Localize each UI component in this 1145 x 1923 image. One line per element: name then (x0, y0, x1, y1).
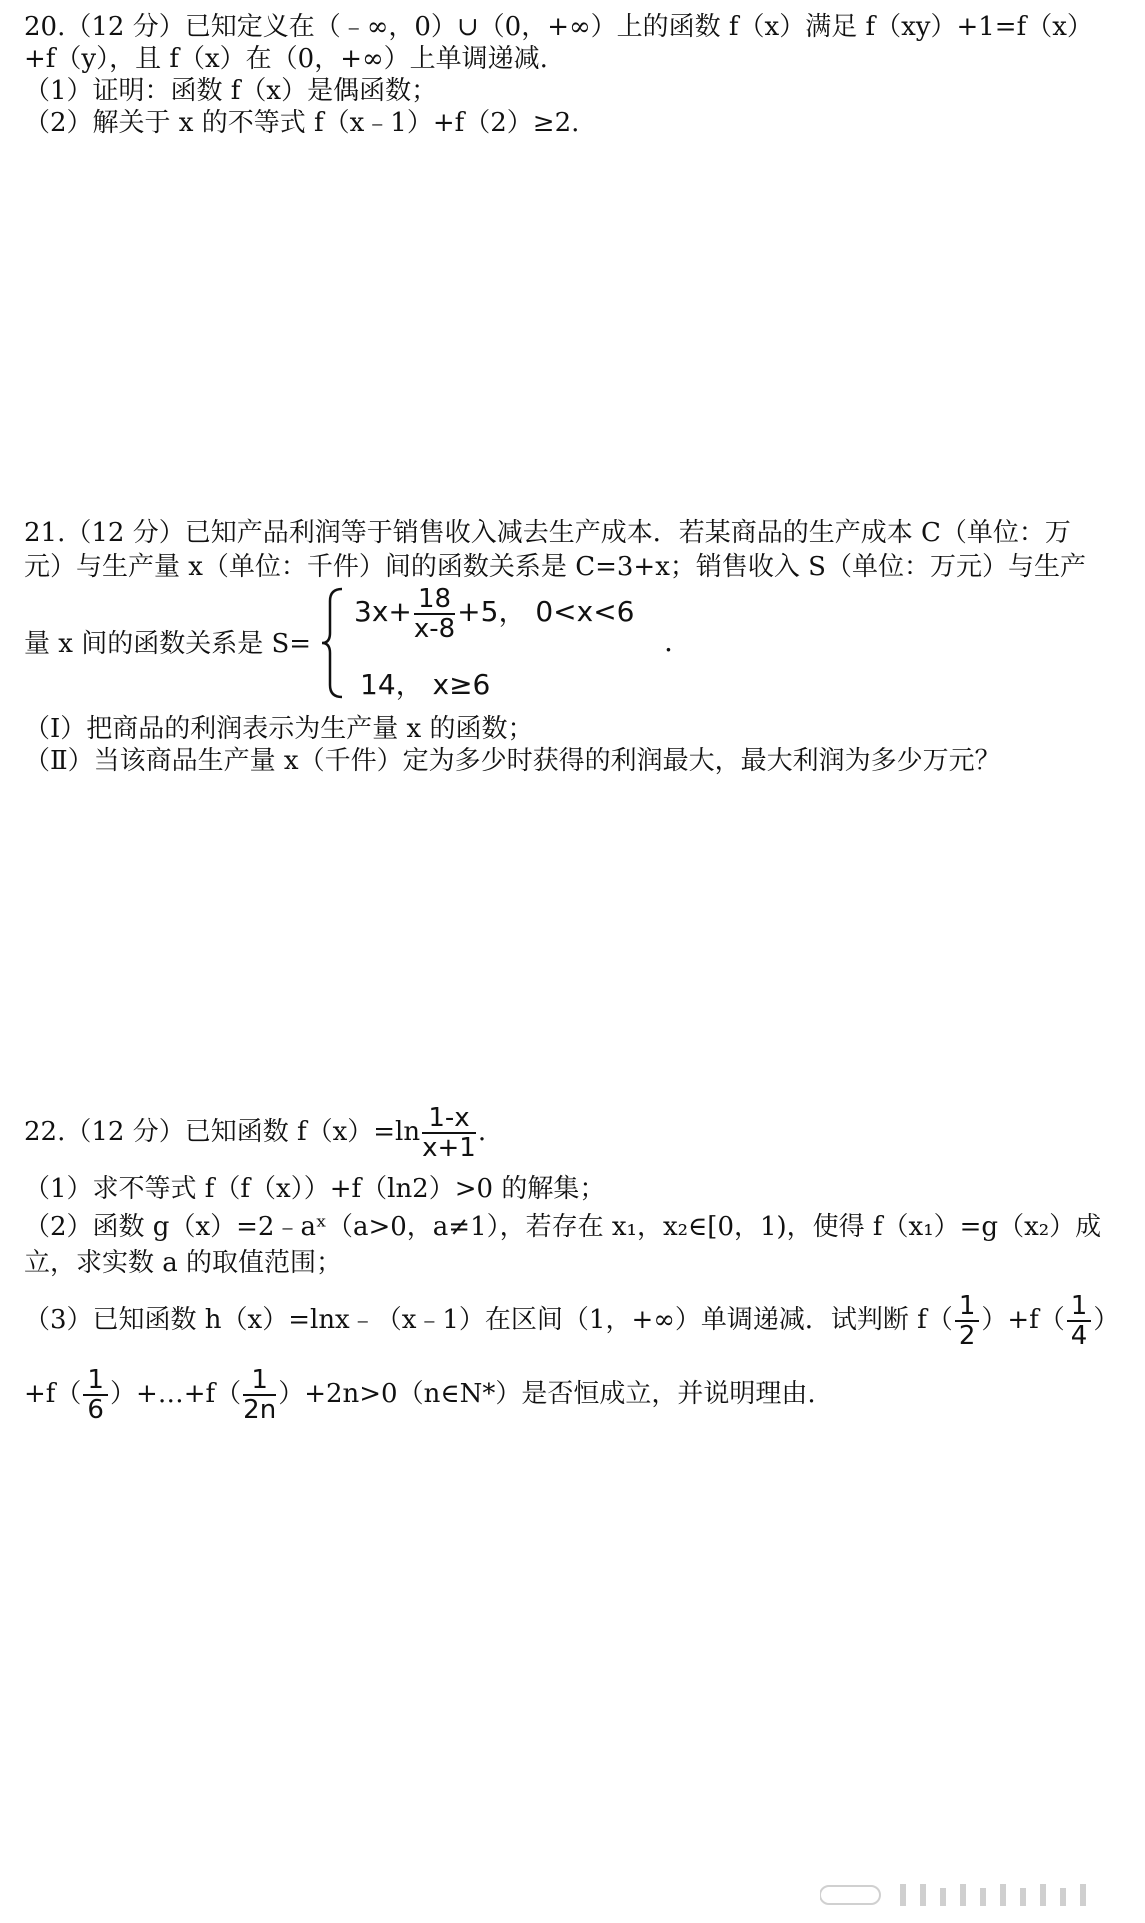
fraction-1-6-num: 1 (83, 1366, 108, 1396)
q21-case2: 14， x≥6 (360, 668, 491, 701)
fraction-1-2n-den: 2n (243, 1395, 277, 1425)
q21-line1: 21.（12 分）已知产品利润等于销售收入减去生产成本．若某商品的生产成本 C（单位：万 (24, 518, 1071, 548)
fraction-1-4-num: 1 (1067, 1292, 1092, 1322)
q22-ln-fraction (422, 1104, 476, 1162)
ln-numerator: 1-x (422, 1104, 476, 1134)
case1-denominator: x-8 (413, 614, 456, 644)
q21-part1: （Ⅰ）把商品的利润表示为生产量 x 的函数； (24, 714, 534, 744)
fraction-1-2-den: 2 (958, 1321, 976, 1351)
q20-line1: 20.（12 分）已知定义在（﹣∞，0）∪（0，+∞）上的函数 f（x）满足 f（xy）+1=f（x） (24, 12, 1093, 42)
p3-line2-a: +f（ (24, 1379, 82, 1409)
q22-part2-line2: 立，求实数 a 的取值范围； (24, 1248, 343, 1278)
case1-fraction (414, 585, 455, 643)
q22-part3-line1 (24, 1288, 1119, 1352)
p3-line2-b: ）+…+f（ (109, 1379, 242, 1409)
p3-line1-b: ）+f（ (981, 1305, 1065, 1335)
fraction-1-2n-num: 1 (243, 1366, 276, 1396)
q21-line2: 元）与生产量 x（单位：千件）间的函数关系是 C=3+x；销售收入 S（单位：万元）与生产 (24, 552, 1086, 582)
left-brace-icon (320, 587, 346, 699)
q22-line1-suffix: . (477, 1117, 487, 1147)
case1-numerator: 18 (414, 585, 455, 615)
q21-piecewise-function (24, 585, 724, 705)
q21-line3-suffix: . (664, 625, 673, 658)
fraction-1-6-den: 6 (87, 1395, 104, 1425)
q22-part2-line1: （2）函数 g（x）=2﹣aˣ（a>0，a≠1），若存在 x₁，x₂∈[0，1)，使得 f（x₁）=g（x₂）成 (24, 1212, 1102, 1242)
fraction-1-4-den: 4 (1070, 1321, 1088, 1351)
q20-part1: （1）证明：函数 f（x）是偶函数； (24, 76, 438, 106)
p3-line2-c: ）+2n>0（n∈N*）是否恒成立，并说明理由. (278, 1379, 816, 1409)
q22-line1-prefix: 22.（12 分）已知函数 f（x）=ln (24, 1117, 421, 1147)
fraction-1-2-num: 1 (955, 1292, 980, 1322)
case1-term: 3x+ (354, 595, 412, 628)
p3-line1-a: （3）已知函数 h（x）=lnx﹣（x﹣1）在区间（1，+∞）单调递减．试判断 f（ (24, 1305, 953, 1335)
fraction-1-2n (243, 1366, 276, 1424)
fraction-1-2 (955, 1292, 980, 1350)
q22-part3-line2 (24, 1362, 816, 1426)
q20-line2: +f（y），且 f（x）在（0，+∞）上单调递减. (24, 44, 548, 74)
ln-denominator: x+1 (422, 1133, 476, 1163)
q22-line1 (24, 1100, 486, 1164)
watermark-icon (820, 1880, 1120, 1910)
q21-line3-prefix: 量 x 间的函数关系是 S= (24, 629, 312, 659)
q22-part1: （1）求不等式 f（f（x））+f（ln2）>0 的解集； (24, 1174, 606, 1204)
fraction-1-4 (1067, 1292, 1092, 1350)
case1-condition: +5， 0<x<6 (457, 595, 635, 628)
q21-case1 (354, 585, 634, 643)
fraction-1-6 (83, 1366, 108, 1424)
q20-part2: （2）解关于 x 的不等式 f（x﹣1）+f（2）≥2. (24, 108, 580, 138)
q21-part2: （Ⅱ）当该商品生产量 x（千件）定为多少时获得的利润最大，最大利润为多少万元？ (24, 746, 1001, 776)
p3-line1-c: ） (1093, 1305, 1120, 1335)
